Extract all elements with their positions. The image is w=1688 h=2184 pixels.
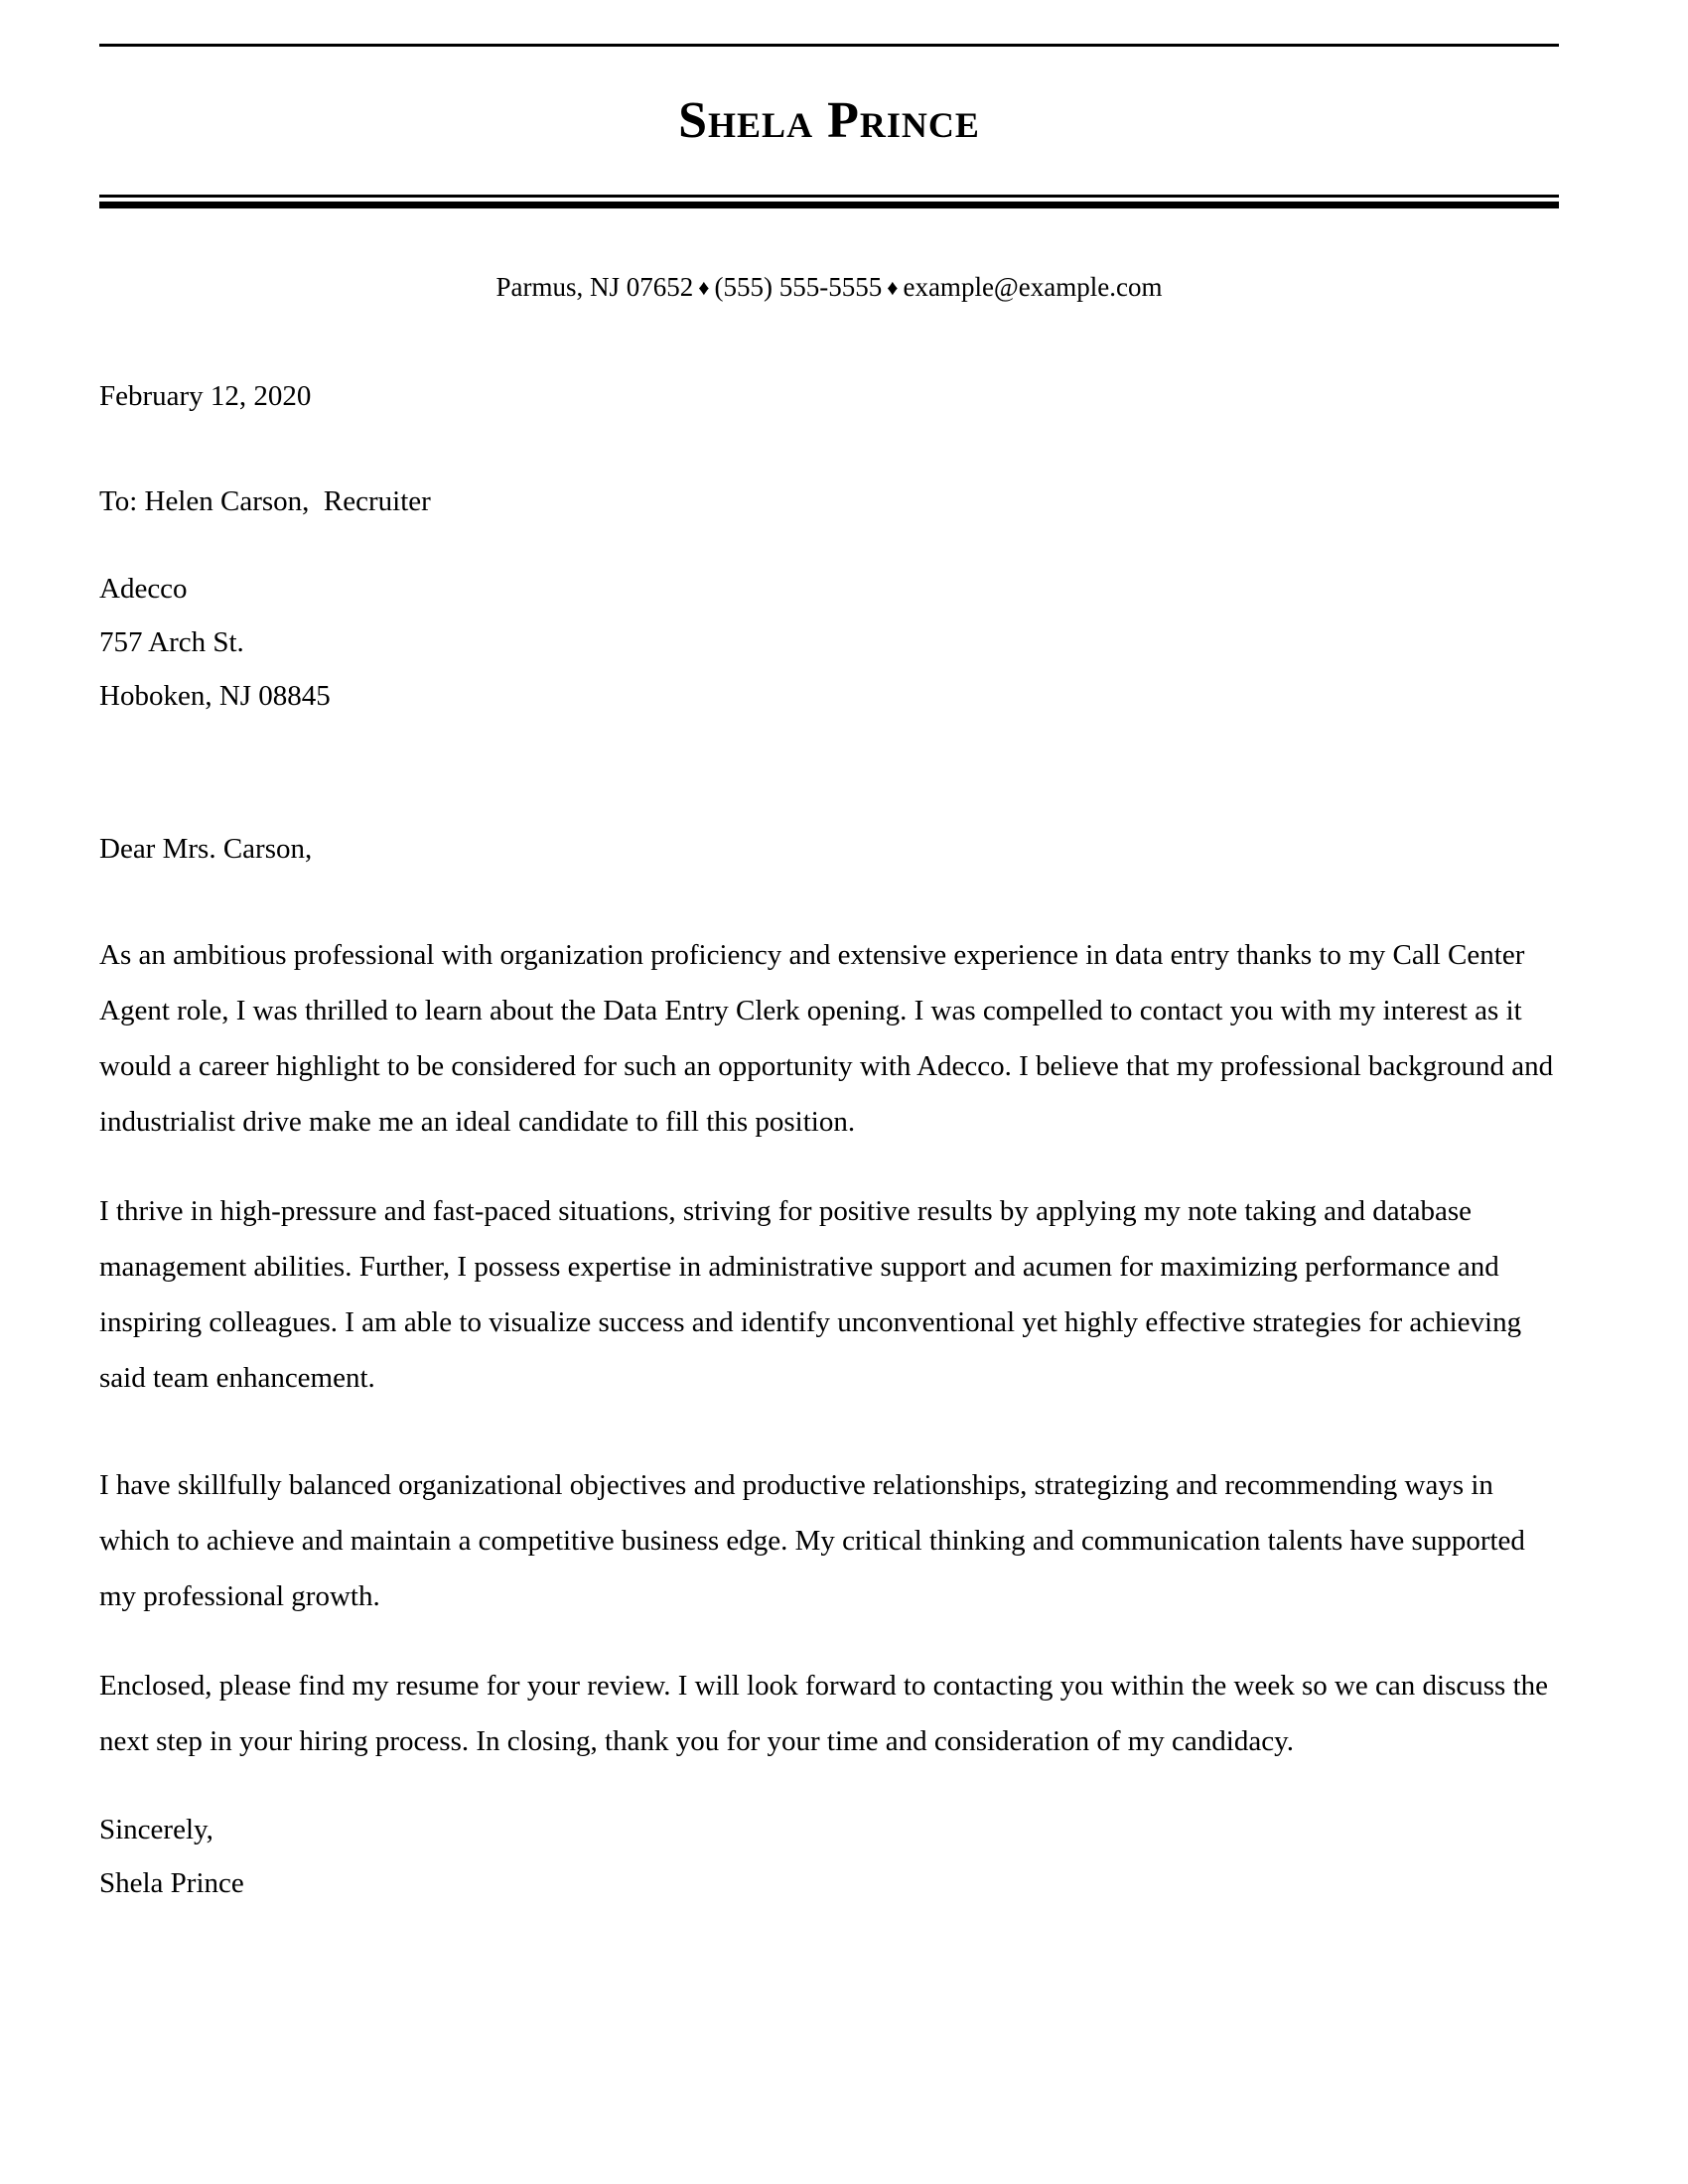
date-block	[99, 369, 1559, 423]
diamond-separator-icon: ♦	[887, 275, 899, 300]
body-paragraph-1: As an ambitious professional with organization proficiency and extensive experience in data entry thanks to my Call Center Agent role, I was thrilled to learn about the Data Entry Clerk opening. I was compelled to contact you with my interest as it would a career highlight to be considered for such an opportunity with Adecco. I believe that my professional background and industrialist drive make me an ideal candidate to fill this position.	[99, 939, 1554, 1138]
spacer	[99, 1150, 1559, 1183]
spacer	[99, 723, 1559, 822]
spacer	[99, 423, 1559, 475]
spacer	[99, 1769, 1559, 1803]
signature-block	[99, 1803, 1559, 1910]
letter-body	[99, 369, 1559, 1910]
company-street: 757 Arch St.	[99, 626, 244, 658]
body-paragraph-2: I thrive in high-pressure and fast-paced situations, striving for positive results by applying my note taking and database management abilities. Further, I possess expertise in administrative support and acumen for maximizing performance and inspiring colleagues. I am able to visualize success and identify unconventional yet highly effective strategies for achieving said team enhancement.	[99, 1195, 1522, 1394]
header-top-rule	[99, 44, 1559, 47]
company-name: Adecco	[99, 573, 188, 605]
body-paragraph-3: I have skillfully balanced organizational objectives and productive relationships, strategizing and recommending ways in which to achieve and maintain a competitive business edge. My critical thinking and communication talents have supported my professional growth.	[99, 1469, 1525, 1612]
recipient-name-title: To: Helen Carson, Recruiter	[99, 485, 431, 517]
contact-location: Parmus, NJ 07652	[495, 272, 694, 302]
header-bottom-double-rule	[99, 195, 1559, 208]
letterhead	[99, 44, 1559, 208]
signature-name: Shela Prince	[99, 1867, 244, 1899]
body-paragraph-4: Enclosed, please find my resume for your review. I will look forward to contacting you within the week so we can discuss the next step in your hiring process. In closing, thank you for your time and consideration of my candidacy.	[99, 1670, 1549, 1757]
page-title: Shela Prince	[678, 92, 980, 149]
closing-salutation: Sincerely,	[99, 1814, 213, 1845]
header-rule-thick	[99, 202, 1559, 208]
spacer	[99, 528, 1559, 562]
contact-email: example@example.com	[903, 272, 1163, 302]
salutation: Dear Mrs. Carson,	[99, 833, 313, 865]
contact-phone: (555) 555-5555	[714, 272, 883, 302]
letter-date: February 12, 2020	[99, 380, 312, 412]
spacer	[99, 1624, 1559, 1658]
recipient-block	[99, 475, 1559, 528]
spacer	[99, 1406, 1559, 1457]
contact-info-line	[99, 270, 1559, 305]
salutation-block	[99, 822, 1559, 876]
diamond-separator-icon: ♦	[698, 275, 710, 300]
company-city-state-zip: Hoboken, NJ 08845	[99, 680, 331, 712]
spacer	[99, 876, 1559, 927]
company-address-block	[99, 562, 1559, 723]
